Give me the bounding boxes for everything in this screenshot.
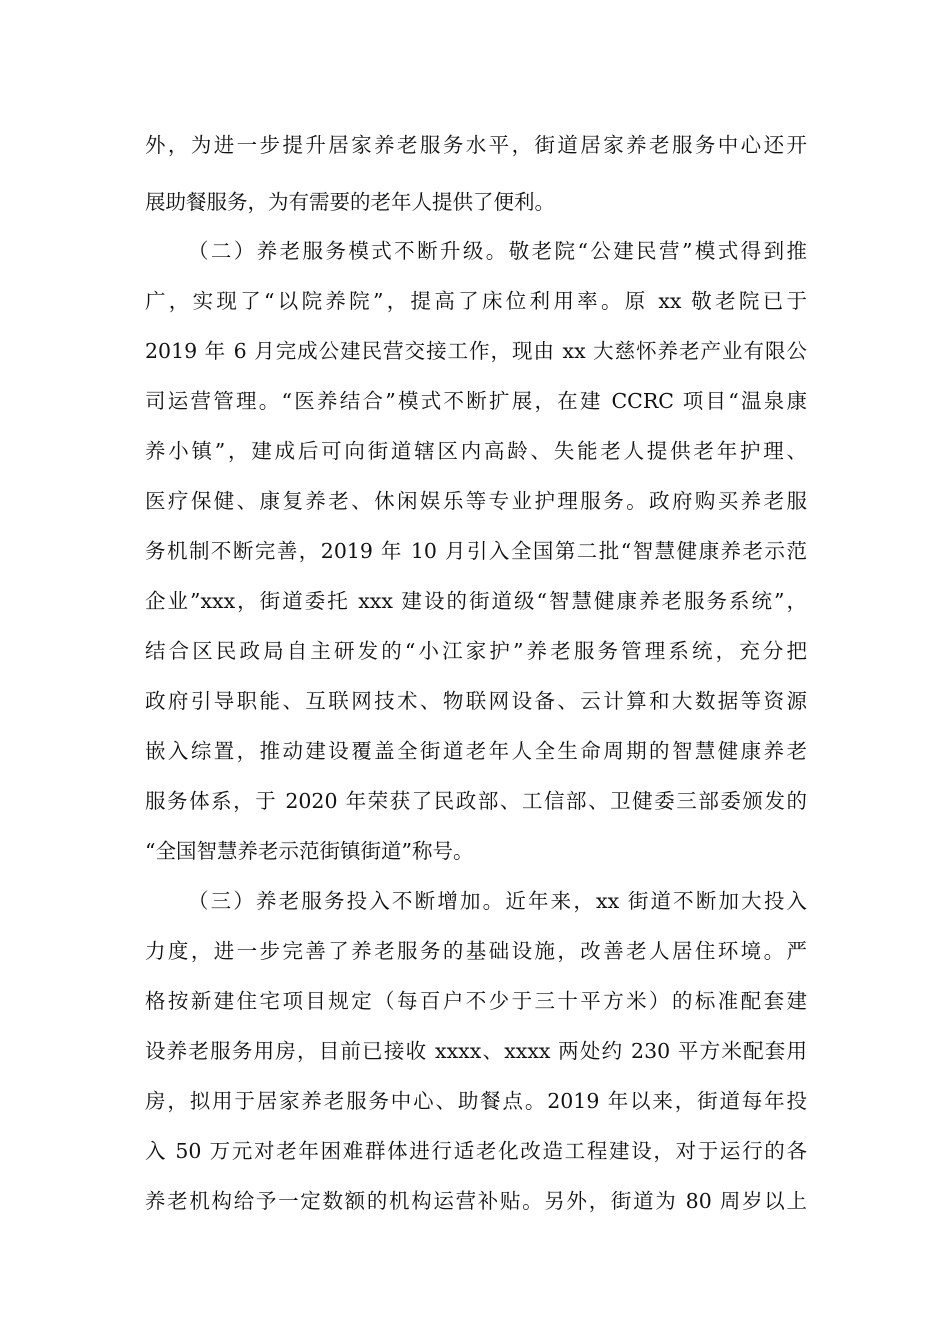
text-line: 入 50 万元对老年困难群体进行适老化改造工程建设，对于运行的各 <box>145 1139 807 1163</box>
text-line: 力度，进一步完善了养老服务的基础设施，改善老人居住环境。严 <box>145 939 807 963</box>
text-line: 广，实现了“以院养院”，提高了床位利用率。原 xx 敬老院已于 <box>145 289 807 313</box>
text-line: “全国智慧养老示范街镇街道”称号。 <box>145 839 474 863</box>
text-line: 养老机构给予一定数额的机构运营补贴。另外，街道为 80 周岁以上 <box>145 1189 807 1213</box>
text-line: 务机制不断完善，2019 年 10 月引入全国第二批“智慧健康养老示范 <box>145 539 807 563</box>
text-line: 医疗保健、康复养老、休闲娱乐等专业护理服务。政府购买养老服 <box>145 489 807 513</box>
text-line: 展助餐服务，为有需要的老年人提供了便利。 <box>145 190 555 214</box>
text-line: 结合区民政局自主研发的“小江家护”养老服务管理系统，充分把 <box>145 639 807 663</box>
paragraph-first-line: （三）养老服务投入不断增加。近年来，xx 街道不断加大投入 <box>188 889 807 913</box>
text-line: 格按新建住宅项目规定（每百户不少于三十平方米）的标准配套建 <box>145 989 807 1013</box>
text-line: 政府引导职能、互联网技术、物联网设备、云计算和大数据等资源 <box>145 689 807 713</box>
text-line: 服务体系，于 2020 年荣获了民政部、工信部、卫健委三部委颁发的 <box>145 789 807 813</box>
text-line: 2019 年 6 月完成公建民营交接工作，现由 xx 大慈怀养老产业有限公 <box>145 339 807 363</box>
paragraph-first-line: （二）养老服务模式不断升级。敬老院“公建民营”模式得到推 <box>188 239 807 263</box>
text-line: 司运营管理。“医养结合”模式不断扩展，在建 CCRC 项目“温泉康 <box>145 389 807 413</box>
text-line: 房，拟用于居家养老服务中心、助餐点。2019 年以来，街道每年投 <box>145 1089 807 1113</box>
text-line: 设养老服务用房，目前已接收 xxxx、xxxx 两处约 230 平方米配套用 <box>145 1039 807 1063</box>
text-line: 养小镇”，建成后可向街道辖区内高龄、失能老人提供老年护理、 <box>145 439 807 463</box>
text-line: 外，为进一步提升居家养老服务水平，街道居家养老服务中心还开 <box>145 133 807 157</box>
text-line: 嵌入综置，推动建设覆盖全街道老年人全生命周期的智慧健康养老 <box>145 739 807 763</box>
text-line: 企业”xxx，街道委托 xxx 建设的街道级“智慧健康养老服务系统”， <box>145 589 807 613</box>
